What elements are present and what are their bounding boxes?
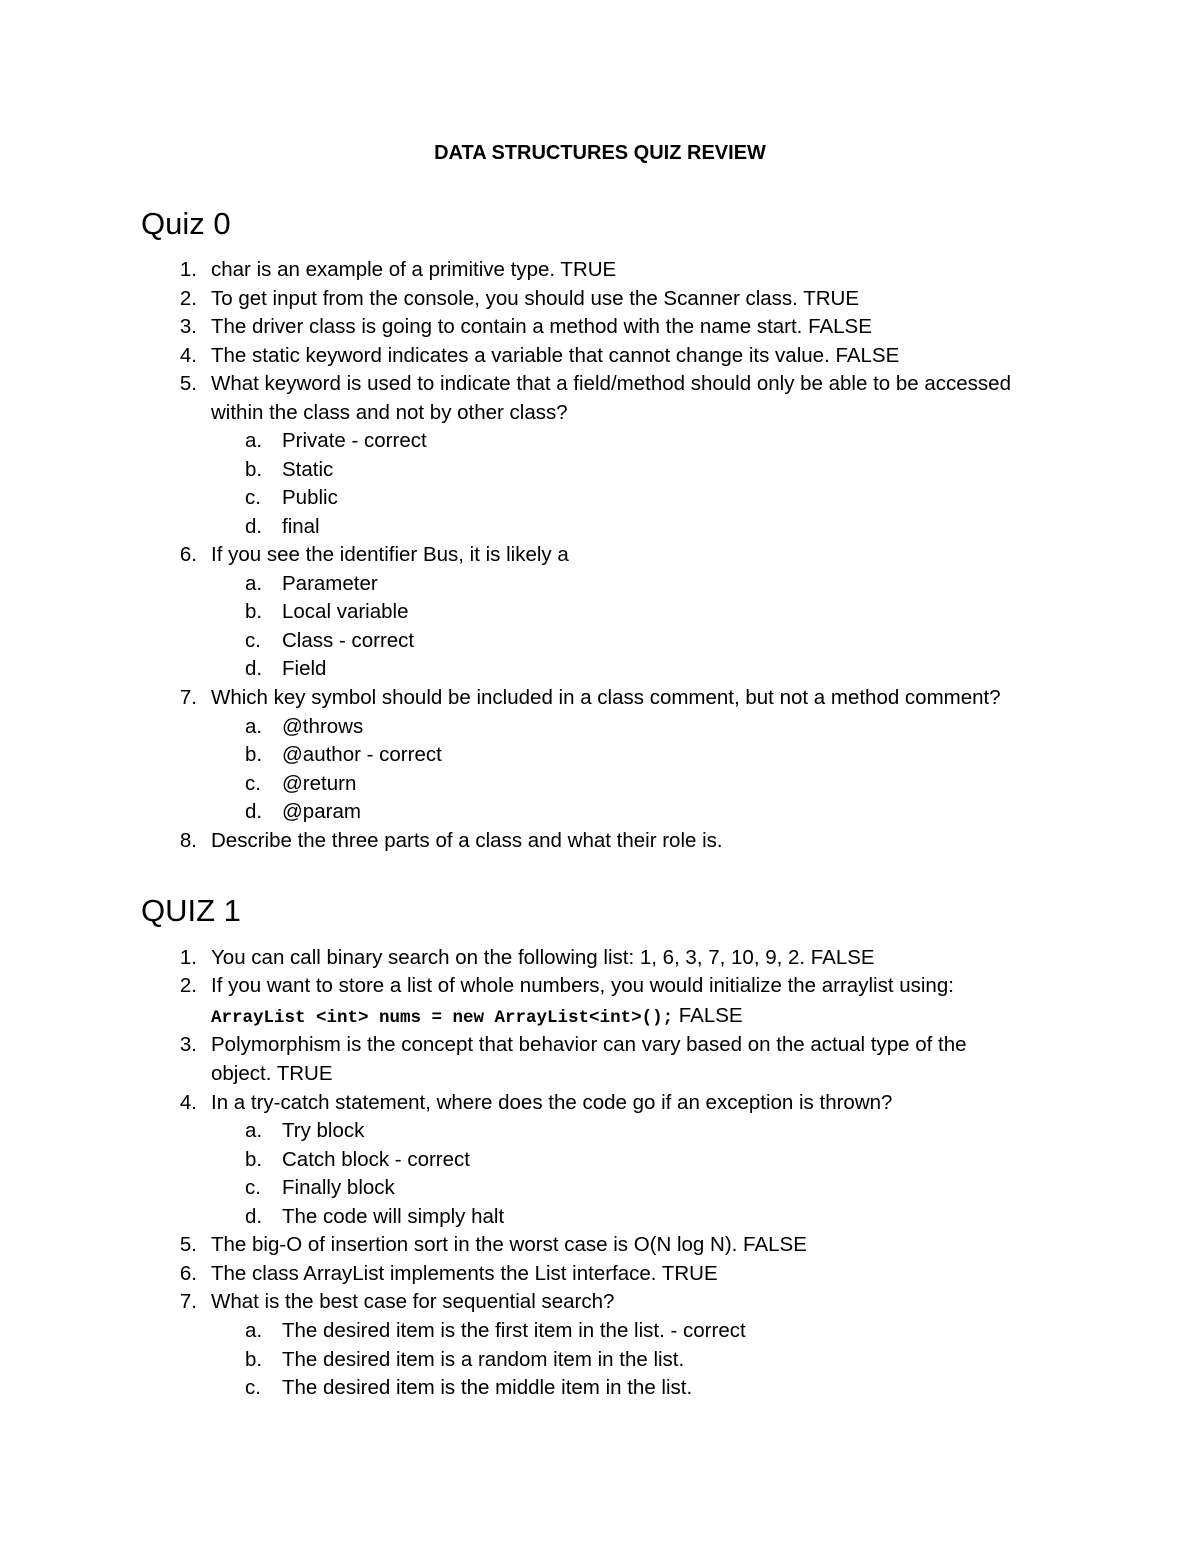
quiz0-question-7 <box>179 684 1001 713</box>
question-number: 3. <box>179 315 197 338</box>
quiz1-q4-option-c <box>245 1174 395 1203</box>
option-text: @author - correct <box>282 743 442 766</box>
option-text: Field <box>282 657 327 680</box>
code-snippet: ArrayList <int> nums = new ArrayList<int>(); <box>211 1008 674 1028</box>
option-letter: b. <box>245 1348 263 1371</box>
option-letter: a. <box>245 1319 263 1342</box>
question-number: 1. <box>179 258 197 281</box>
question-text: Which key symbol should be included in a class comment, but not a method comment? <box>211 686 1001 709</box>
quiz1-question-4 <box>179 1089 893 1118</box>
option-text: The code will simply halt <box>282 1205 505 1228</box>
quiz1-question-7 <box>179 1288 615 1317</box>
quiz0-q7-option-d <box>245 798 361 827</box>
option-text: final <box>282 515 320 538</box>
quiz0-q6-option-c <box>245 627 415 656</box>
question-number: 4. <box>179 1091 197 1114</box>
option-text: Finally block <box>282 1176 395 1199</box>
question-number: 2. <box>179 287 197 310</box>
question-text: Polymorphism is the concept that behavior can vary based on the actual type of the <box>211 1033 967 1056</box>
question-text: The static keyword indicates a variable that cannot change its value. FALSE <box>211 344 900 367</box>
option-text: The desired item is the first item in the list. - correct <box>282 1319 746 1342</box>
question-text: If you want to store a list of whole numbers, you would initialize the arraylist using: <box>211 974 954 997</box>
quiz0-q7-option-a <box>245 713 364 742</box>
question-number: 7. <box>179 686 197 709</box>
quiz1-q4-option-b <box>245 1146 470 1175</box>
document-title: DATA STRUCTURES QUIZ REVIEW <box>434 142 766 164</box>
option-letter: d. <box>245 515 263 538</box>
quiz1-q4-option-d <box>245 1203 505 1232</box>
question-text: What keyword is used to indicate that a field/method should only be able to be accessed <box>211 372 1011 395</box>
option-letter: c. <box>245 772 261 795</box>
quiz0-question-2 <box>179 285 860 314</box>
option-letter: a. <box>245 1119 263 1142</box>
option-letter: a. <box>245 429 263 452</box>
question-number: 3. <box>179 1033 197 1056</box>
quiz1-question-3 <box>179 1031 967 1060</box>
quiz0-q7-option-b <box>245 741 442 770</box>
question-number: 7. <box>179 1290 197 1313</box>
quiz0-q5-option-c <box>245 484 338 513</box>
question-number: 2. <box>179 974 197 997</box>
option-letter: b. <box>245 743 263 766</box>
quiz0-q5-option-d <box>245 513 320 542</box>
option-letter: a. <box>245 715 263 738</box>
quiz0-q6-option-d <box>245 655 327 684</box>
quiz0-question-4 <box>179 342 900 371</box>
option-letter: b. <box>245 458 263 481</box>
option-text: The desired item is a random item in the list. <box>282 1348 685 1371</box>
quiz1-q4-option-a <box>245 1117 365 1146</box>
question-number: 6. <box>179 543 197 566</box>
quiz0-question-1 <box>179 256 617 285</box>
option-text: @param <box>282 800 361 823</box>
quiz0-question-6 <box>179 541 569 570</box>
quiz0-q6-option-a <box>245 570 378 599</box>
quiz1-question-5 <box>179 1231 807 1260</box>
option-letter: c. <box>245 486 261 509</box>
quiz0-question-3 <box>179 313 872 342</box>
question-text: The big-O of insertion sort in the worst case is O(N log N). FALSE <box>211 1233 807 1256</box>
question-text: Describe the three parts of a class and what their role is. <box>211 829 723 852</box>
quiz1-q7-option-c <box>245 1374 693 1403</box>
quiz1-q7-option-a <box>245 1317 746 1346</box>
option-text: @throws <box>282 715 364 738</box>
quiz1-heading: QUIZ 1 <box>141 893 241 928</box>
question-text: In a try-catch statement, where does the code go if an exception is thrown? <box>211 1091 893 1114</box>
quiz1-question-3-continued: object. TRUE <box>211 1062 333 1085</box>
option-letter: b. <box>245 600 263 623</box>
question-text: The driver class is going to contain a method with the name start. FALSE <box>211 315 872 338</box>
option-text: Local variable <box>282 600 409 623</box>
quiz1-question-2-code-line <box>211 1002 743 1033</box>
option-text: The desired item is the middle item in the list. <box>282 1376 693 1399</box>
quiz1-question-6 <box>179 1260 718 1289</box>
option-letter: d. <box>245 800 263 823</box>
option-text: Parameter <box>282 572 378 595</box>
option-letter: c. <box>245 1176 261 1199</box>
option-text: Static <box>282 458 334 481</box>
question-number: 6. <box>179 1262 197 1285</box>
option-letter: d. <box>245 657 263 680</box>
question-number: 5. <box>179 372 197 395</box>
question-number: 5. <box>179 1233 197 1256</box>
question-text: To get input from the console, you should use the Scanner class. TRUE <box>211 287 860 310</box>
question-number: 4. <box>179 344 197 367</box>
quiz0-question-5-continued: within the class and not by other class? <box>211 401 568 424</box>
option-letter: c. <box>245 1376 261 1399</box>
question-text: If you see the identifier Bus, it is likely a <box>211 543 569 566</box>
quiz0-question-5 <box>179 370 1011 399</box>
option-letter: d. <box>245 1205 263 1228</box>
option-text: Public <box>282 486 338 509</box>
option-text: @return <box>282 772 357 795</box>
quiz0-question-8 <box>179 827 723 856</box>
question-text: char is an example of a primitive type. TRUE <box>211 258 617 281</box>
option-text: Class - correct <box>282 629 415 652</box>
quiz0-q5-option-b <box>245 456 334 485</box>
question-number: 1. <box>179 946 197 969</box>
quiz1-question-1 <box>179 944 875 973</box>
quiz1-question-2 <box>179 972 954 1001</box>
quiz0-heading: Quiz 0 <box>141 206 231 241</box>
option-text: Try block <box>282 1119 365 1142</box>
option-letter: a. <box>245 572 263 595</box>
answer-text: FALSE <box>673 1004 743 1027</box>
quiz0-q5-option-a <box>245 427 427 456</box>
option-text: Private - correct <box>282 429 427 452</box>
quiz1-q7-option-b <box>245 1346 685 1375</box>
quiz0-q6-option-b <box>245 598 409 627</box>
option-text: Catch block - correct <box>282 1148 470 1171</box>
question-text: What is the best case for sequential search? <box>211 1290 615 1313</box>
option-letter: b. <box>245 1148 263 1171</box>
option-letter: c. <box>245 629 261 652</box>
question-text: The class ArrayList implements the List interface. TRUE <box>211 1262 718 1285</box>
question-number: 8. <box>179 829 197 852</box>
question-text: You can call binary search on the following list: 1, 6, 3, 7, 10, 9, 2. FALSE <box>211 946 875 969</box>
quiz0-q7-option-c <box>245 770 357 799</box>
